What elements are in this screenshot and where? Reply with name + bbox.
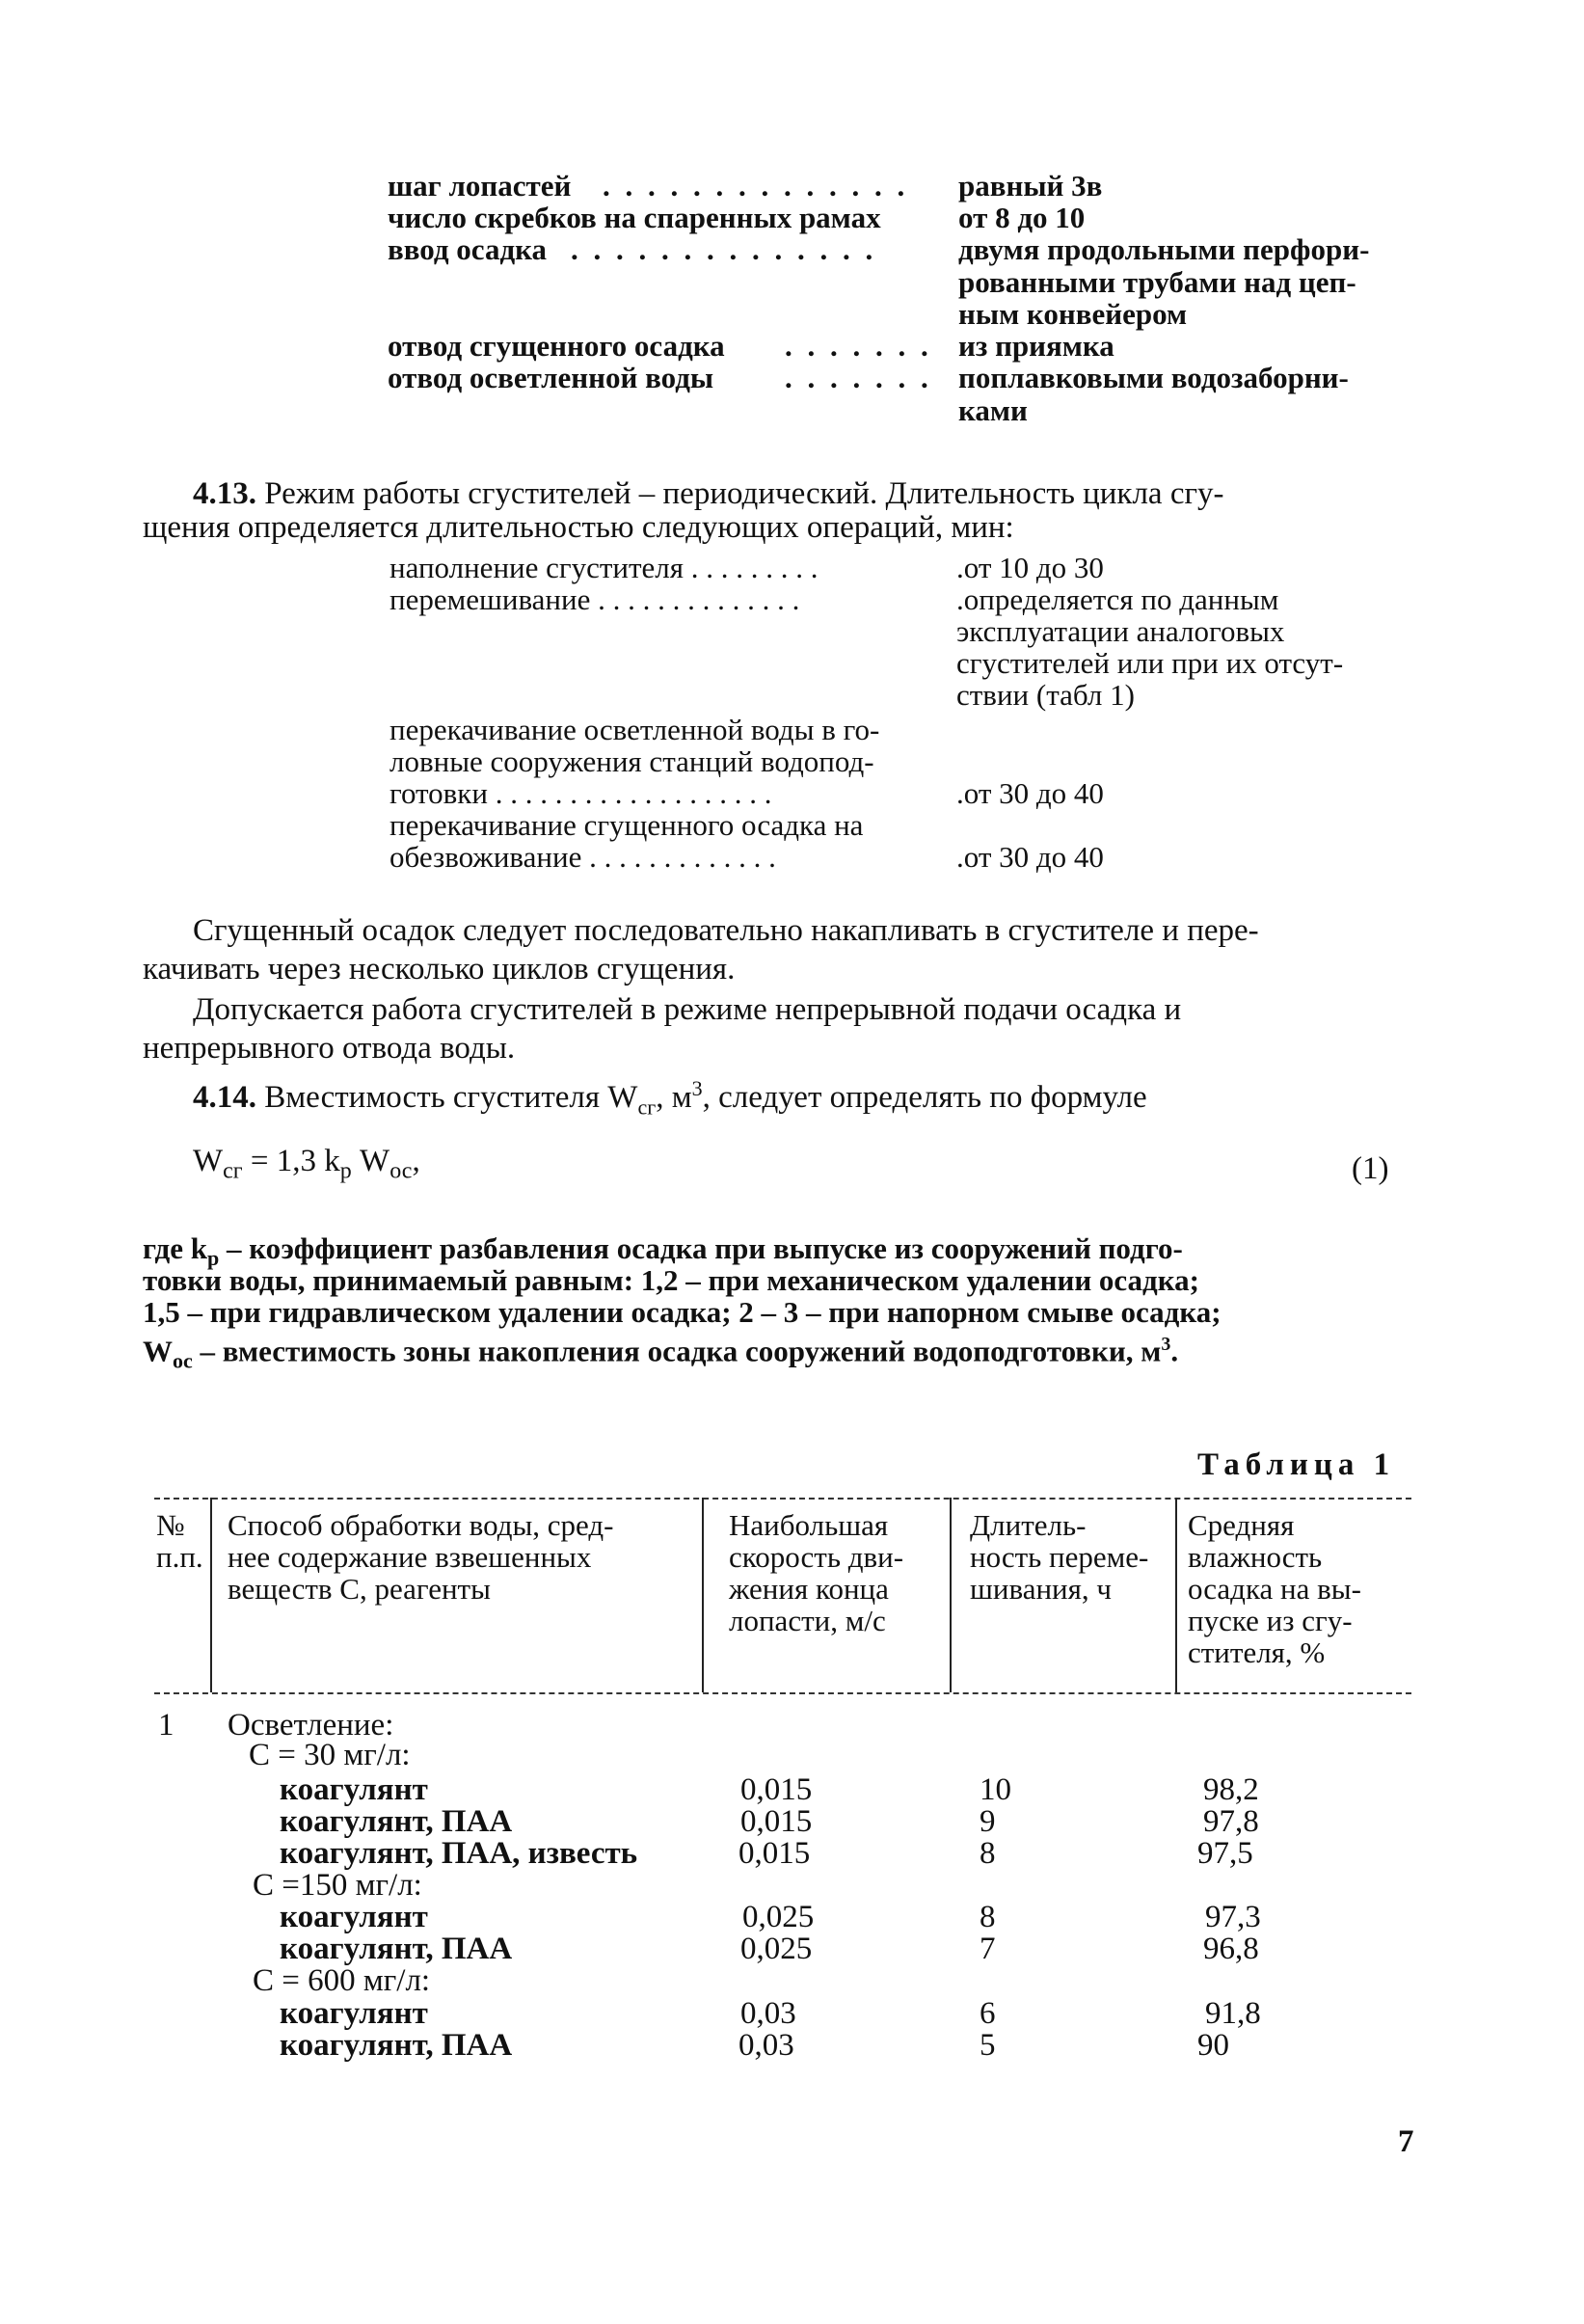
spec-value: ствии (табл 1) <box>956 678 1135 712</box>
spec-value: .от 30 до 40 <box>956 776 1104 810</box>
spec-value: .определяется по данным <box>956 582 1279 616</box>
table-column-divider <box>210 1498 212 1692</box>
spec-value: эксплуатации аналоговых <box>956 614 1285 648</box>
spec-value: поплавковыми водозаборни- <box>958 361 1349 394</box>
row-number: 1 <box>158 1708 175 1743</box>
spec-value: .от 10 до 30 <box>956 551 1104 584</box>
table-row: коагулянт, ПАА, известь <box>280 1836 638 1871</box>
paragraph-line: качивать через несколько циклов сгущения. <box>143 952 736 986</box>
section-number: 4.13. <box>193 476 256 511</box>
spec-label: перекачивание осветленной воды в го- <box>389 713 880 746</box>
spec-value: из приямка <box>958 329 1114 363</box>
page-number: 7 <box>1398 2124 1414 2159</box>
paragraph-line: непрерывного отвода воды. <box>143 1031 516 1066</box>
spec-label: готовки . . . . . . . . . . . . . . . . . . . <box>389 776 772 810</box>
spec-label: ловные сооружения станций водопод- <box>389 744 874 778</box>
spec-label: число скребков на спаренных рамах <box>388 201 881 234</box>
spec-label: наполнение сгустителя . . . . . . . . . <box>389 551 819 584</box>
section-text: щения определяется длительностью следующих операций, мин: <box>143 510 1014 545</box>
group-title: Осветление: <box>228 1708 394 1743</box>
formula-number: (1) <box>1352 1151 1389 1186</box>
spec-label: шаг лопастей <box>388 169 572 203</box>
spec-label: перемешивание . . . . . . . . . . . . . . <box>389 582 800 616</box>
section-text: Режим работы сгустителей – периодический. Длительность цикла сгу- <box>264 476 1224 511</box>
table-column-divider <box>1175 1498 1177 1692</box>
spec-value: от 8 до 10 <box>958 201 1086 234</box>
section-number: 4.14. <box>193 1080 256 1115</box>
spec-value: равный 3в <box>958 169 1103 203</box>
group-label: С = 30 мг/л: <box>249 1738 411 1772</box>
spec-leader: . . . . . . . <box>785 361 932 394</box>
table-header-border <box>154 1692 1411 1694</box>
formula: $W_{сг} = 1,3$ $k_р$ $W_{ос}$, <box>193 1144 420 1184</box>
spec-value: .от 30 до 40 <box>956 840 1104 874</box>
paragraph-line: Допускается работа сгустителей в режиме непрерывной подачи осадка и <box>193 992 1182 1027</box>
spec-leader: . . . . . . . . . . . . . . <box>603 169 909 203</box>
spec-value: ным конвейером <box>958 297 1188 331</box>
spec-value: сгустителей или при их отсут- <box>956 646 1344 680</box>
paragraph-line: Сгущенный осадок следует последовательно накапливать в сгустителе и пере- <box>193 913 1259 948</box>
spec-label: обезвоживание . . . . . . . . . . . . . <box>389 840 776 874</box>
spec-value: ками <box>958 393 1028 427</box>
group-label: С = 600 мг/л: <box>253 1963 431 1998</box>
table-row: коагулянт <box>280 1772 428 1807</box>
table-row: коагулянт <box>280 1996 428 2031</box>
spec-leader: . . . . . . . <box>785 329 932 363</box>
table-row: коагулянт, ПАА <box>280 1804 513 1839</box>
spec-label: отвод сгущенного осадка <box>388 329 725 363</box>
spec-value: двумя продольными перфори- <box>958 232 1370 266</box>
spec-label: перекачивание сгущенного осадка на <box>389 808 864 842</box>
spec-leader: . . . . . . . . . . . . . . <box>571 232 877 266</box>
table-row: коагулянт <box>280 1900 428 1934</box>
spec-label: ввод осадка <box>388 232 548 266</box>
section-4-14: 4.14. Вместимость сгустителя $W_{сг}$, $м^3$, следует определять по формуле <box>193 1076 1147 1120</box>
group-label: С =150 мг/л: <box>253 1868 422 1903</box>
table-row: коагулянт, ПАА <box>280 1932 513 1966</box>
table-top-border <box>154 1498 1411 1500</box>
table-row: коагулянт, ПАА <box>280 2028 513 2063</box>
table-column-divider <box>950 1498 952 1692</box>
table-caption: Таблица 1 <box>1197 1447 1396 1482</box>
spec-value: рованными трубами над цеп- <box>958 265 1356 299</box>
spec-label: отвод осветленной воды <box>388 361 714 394</box>
table-column-divider <box>702 1498 704 1692</box>
